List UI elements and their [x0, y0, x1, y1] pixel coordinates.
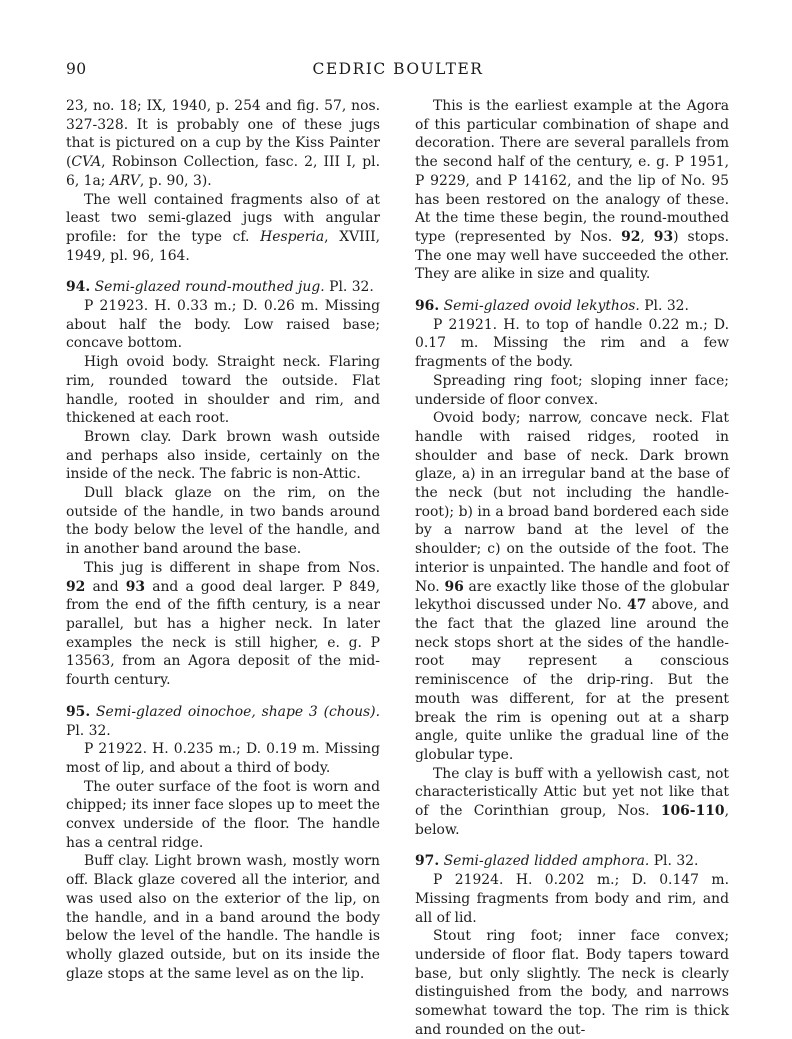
page-header [66, 60, 730, 82]
entry-96-foot: Spreading ring foot; sloping inner face; underside of floor convex. [415, 372, 729, 408]
entry-95-discussion: This is the earliest example at the Agora of this particular combination of shape and decoration. There are several parallels from the second half of the century, e. g. P 1951, P 9229, and P 14162, and the lip of No. 95 has been restored on the analogy of these. At the time these begin, the round-mouthed type (represented by Nos. 92, 93) stops. The one may well have succeeded the other. They are alike in size and quality. [415, 98, 729, 283]
entry-97-heading: 97. Semi-glazed lidded amphora. Pl. 32. [415, 853, 699, 870]
entry-95-clay: Buff clay. Light brown wash, mostly worn off. Black glaze covered all the interior, and was used also on the exterior of the lip, on the handle, and in a band around the body below the level of the handle. The handle is wholly glazed outside, but on its inside the glaze stops at the same level as on the lip. [66, 853, 380, 982]
entry-97-catalog: P 21924. H. 0.202 m.; D. 0.147 m. Missing fragments from body and rim, and all of lid. [415, 872, 729, 926]
entry-96-clay: The clay is buff with a yellowish cast, not characteristically Attic but yet not like that of the Corinthian group, Nos. 106-110, below. [415, 765, 729, 838]
entry-96-body: Ovoid body; narrow, concave neck. Flat handle with raised ridges, rooted in shoulder and base of neck. Dark brown glaze, a) in an irregular band at the base of the neck (but not including the handle-root); b) in a broad band bordered each side by a narrow band at the level of the shoulder; c) on the outside of the foot. The interior is unpainted. The handle and foot of No. 96 are exactly like those of the globular lekythoi discussed under No. 47 above, and the fact that the glazed line around the neck stops short at the sides of the handle-root may represent a conscious reminiscence of the drip-ring. But the mouth was different, for at the present break the rim is opening out at a sharp angle, quite unlike the gradual line of the globular type. [415, 410, 730, 763]
entry-94-clay: Brown clay. Dark brown wash outside and perhaps also inside, certainly on the inside of the neck. The fabric is non-Attic. [66, 428, 380, 483]
running-title: CEDRIC BOULTER [312, 60, 484, 78]
entry-94-heading: 94. Semi-glazed round-mouthed jug. Pl. 32. [66, 279, 374, 296]
entry-95-heading: 95. Semi-glazed oinochoe, shape 3 (chous). Pl. 32. [66, 703, 380, 739]
entry-94-discussion: This jug is different in shape from Nos. 92 and 93 and a good deal larger. P 849, from the end of the fifth century, is a near parallel, but has a higher neck. In later examples the neck is still higher, e. g. P 13563, from an Agora deposit of the mid-fourth century. [66, 559, 381, 689]
well-paragraph: The well contained fragments also of at least two semi-glazed jugs with angular profile: for the type cf. Hesperia, XVIII, 1949, pl. 96, 164. [66, 191, 380, 264]
entry-96-heading: 96. Semi-glazed ovoid lekythos. Pl. 32. [415, 298, 689, 315]
left-column [66, 97, 380, 983]
page-number: 90 [66, 60, 87, 78]
entry-94-glaze: Dull black glaze on the rim, on the outside of the handle, in two bands around the body below the level of the handle, and in another band around the base. [66, 485, 380, 558]
entry-95-catalog: P 21922. H. 0.235 m.; D. 0.19 m. Missing most of lip, and about a third of body. [66, 741, 380, 776]
right-column [415, 97, 729, 1039]
intro-paragraph: 23, no. 18; IX, 1940, p. 254 and fig. 57, nos. 327-328. It is probably one of these jugs that is pictured on a cup by the Kiss Painter (CVA, Robinson Collection, fasc. 2, III I, pl. 6, 1a; ARV, p. 90, 3). [66, 98, 380, 189]
cva-citation: CVA [71, 154, 102, 171]
entry-94-catalog: P 21923. H. 0.33 m.; D. 0.26 m. Missing about half the body. Low raised base; concave bottom. [66, 298, 380, 352]
entry-97-shape: Stout ring foot; inner face convex; underside of floor flat. Body tapers toward base, but only slightly. The neck is clearly distinguished from the body, and narrows somewhat toward the top. The rim is thick and rounded on the out- [415, 928, 729, 1038]
hesperia-citation: Hesperia [260, 228, 325, 245]
entry-94-shape: High ovoid body. Straight neck. Flaring rim, rounded toward the outside. Flat handle, rooted in shoulder and rim, and thickened at each root. [66, 354, 380, 427]
entry-96-catalog: P 21921. H. to top of handle 0.22 m.; D. 0.17 m. Missing the rim and a few fragments of the body. [415, 316, 729, 371]
arv-citation: ARV [109, 172, 140, 189]
entry-95-foot: The outer surface of the foot is worn and chipped; its inner face slopes up to meet the convex underside of the floor. The handle has a central ridge. [66, 778, 380, 851]
